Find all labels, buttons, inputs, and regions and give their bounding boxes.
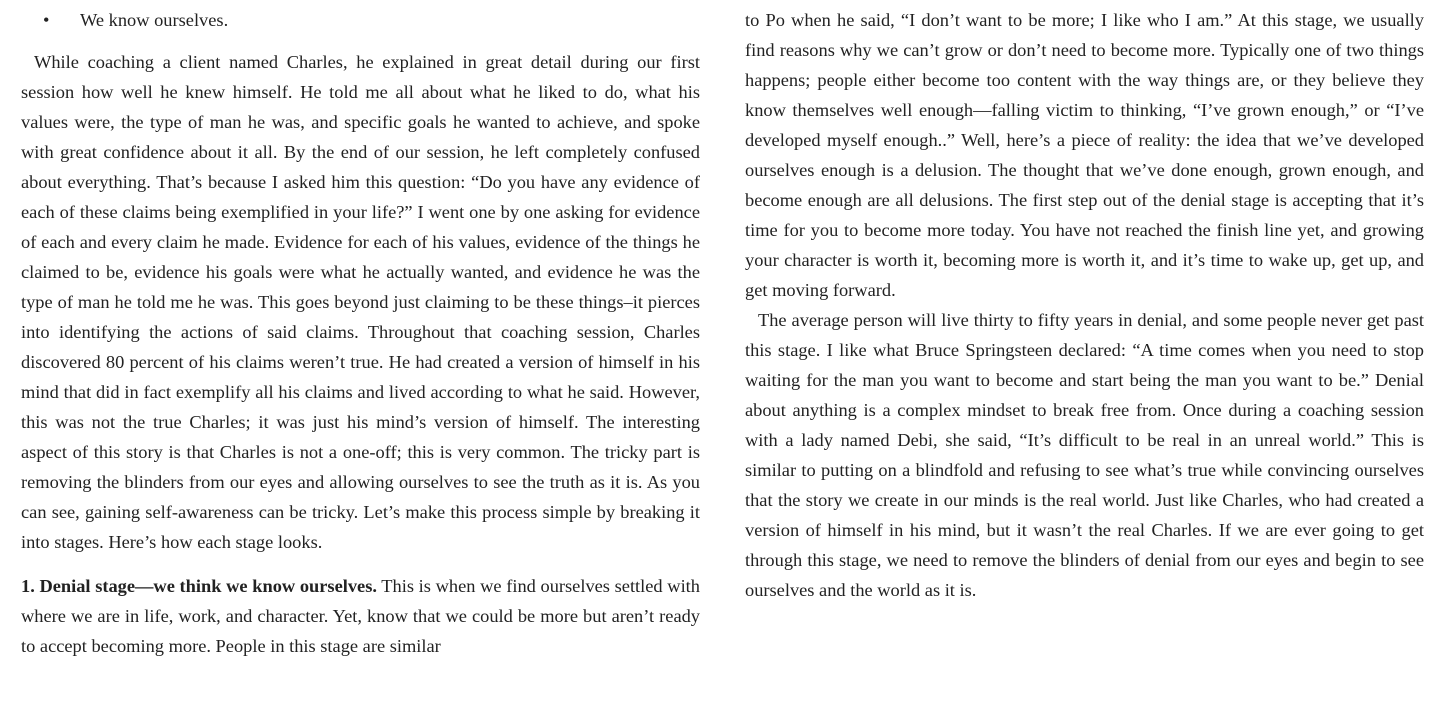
paragraph-po-continuation: to Po when he said, “I don’t want to be more; I like who I am.” At this stage, we usually find reasons why we can’t grow or don’t need to become more. Typically one of two things happens; people either become too content with the way things are, or they believe they know themselves well enough—falling victim to thinking, “I’ve grown enough,” or “I’ve developed myself enough..” Well, here’s a piece of reality: the idea that we’ve developed ourselves enough is a delusion. The thought that we’ve done enough, grown enough, and become enough are all delusions. The first step out of the denial stage is accepting that it’s time for you to become more today. You have not reached the finish line yet, and growing your character is worth it, becoming more is worth it, and it’s time to wake up, get up, and get moving forward. xyxy=(745,10,1424,300)
left-column xyxy=(21,5,700,661)
section-denial-stage xyxy=(21,571,700,661)
paragraph-average-person: The average person will live thirty to fifty years in denial, and some people never get past this stage. I like what Bruce Springsteen declared: “A time comes when you need to stop waiting for the man you want to become and start being the man you want to be.” Denial about anything is a complex mindset to break free from. Once during a coaching session with a lady named Debi, she said, “It’s difficult to be real in an unreal world.” This is similar to putting on a blindfold and refusing to see what’s true while convincing ourselves that the story we create in our minds is the real world. Just like Charles, who had created a version of himself in his mind, but it wasn’t the real Charles. If we are ever going to get through this stage, we need to remove the blinders of denial from our eyes and begin to see ourselves and the world as it is. xyxy=(745,310,1424,600)
section-heading: 1. Denial stage—we think we know ourselves. xyxy=(21,576,377,596)
bullet-text: We know ourselves. xyxy=(80,10,229,30)
bullet-item xyxy=(21,5,700,35)
paragraph-charles-story: While coaching a client named Charles, he explained in great detail during our first session how well he knew himself. He told me all about what he liked to do, what his values were, the type of man he was, and specific goals he wanted to achieve, and spoke with great confidence about it all. By the end of our session, he left completely confused about everything. That’s because I asked him this question: “Do you have any evidence of each of these claims being exemplified in your life?” I went one by one asking for evidence of each and every claim he made. Evidence for each of his values, evidence of the things he claimed to be, evidence his goals were what he actually wanted, and evidence he was the type of man he told me he was. This goes beyond just claiming to be these things–it pierces into identifying the actions of said claims. Throughout that coaching session, Charles discovered 80 percent of his claims weren’t true. He had created a version of himself in his mind that did in fact exemplify all his claims and lived according to what he said. However, this was not the true Charles; it was just his mind’s version of himself. The interesting aspect of this story is that Charles is not a one-off; this is very common. The tricky part is removing the blinders from our eyes and allowing ourselves to see the truth as it is. As you can see, gaining self-awareness can be tricky. Let’s make this process simple by breaking it into stages. Here’s how each stage looks. xyxy=(21,52,700,552)
bullet-marker: • xyxy=(43,10,50,30)
section-text: This is when we find ourselves settled with where we are in life, work, and character. Yet, know that we could be more but aren’t ready to accept becoming more. People in this stage are similar xyxy=(21,576,700,656)
right-column xyxy=(745,5,1424,605)
